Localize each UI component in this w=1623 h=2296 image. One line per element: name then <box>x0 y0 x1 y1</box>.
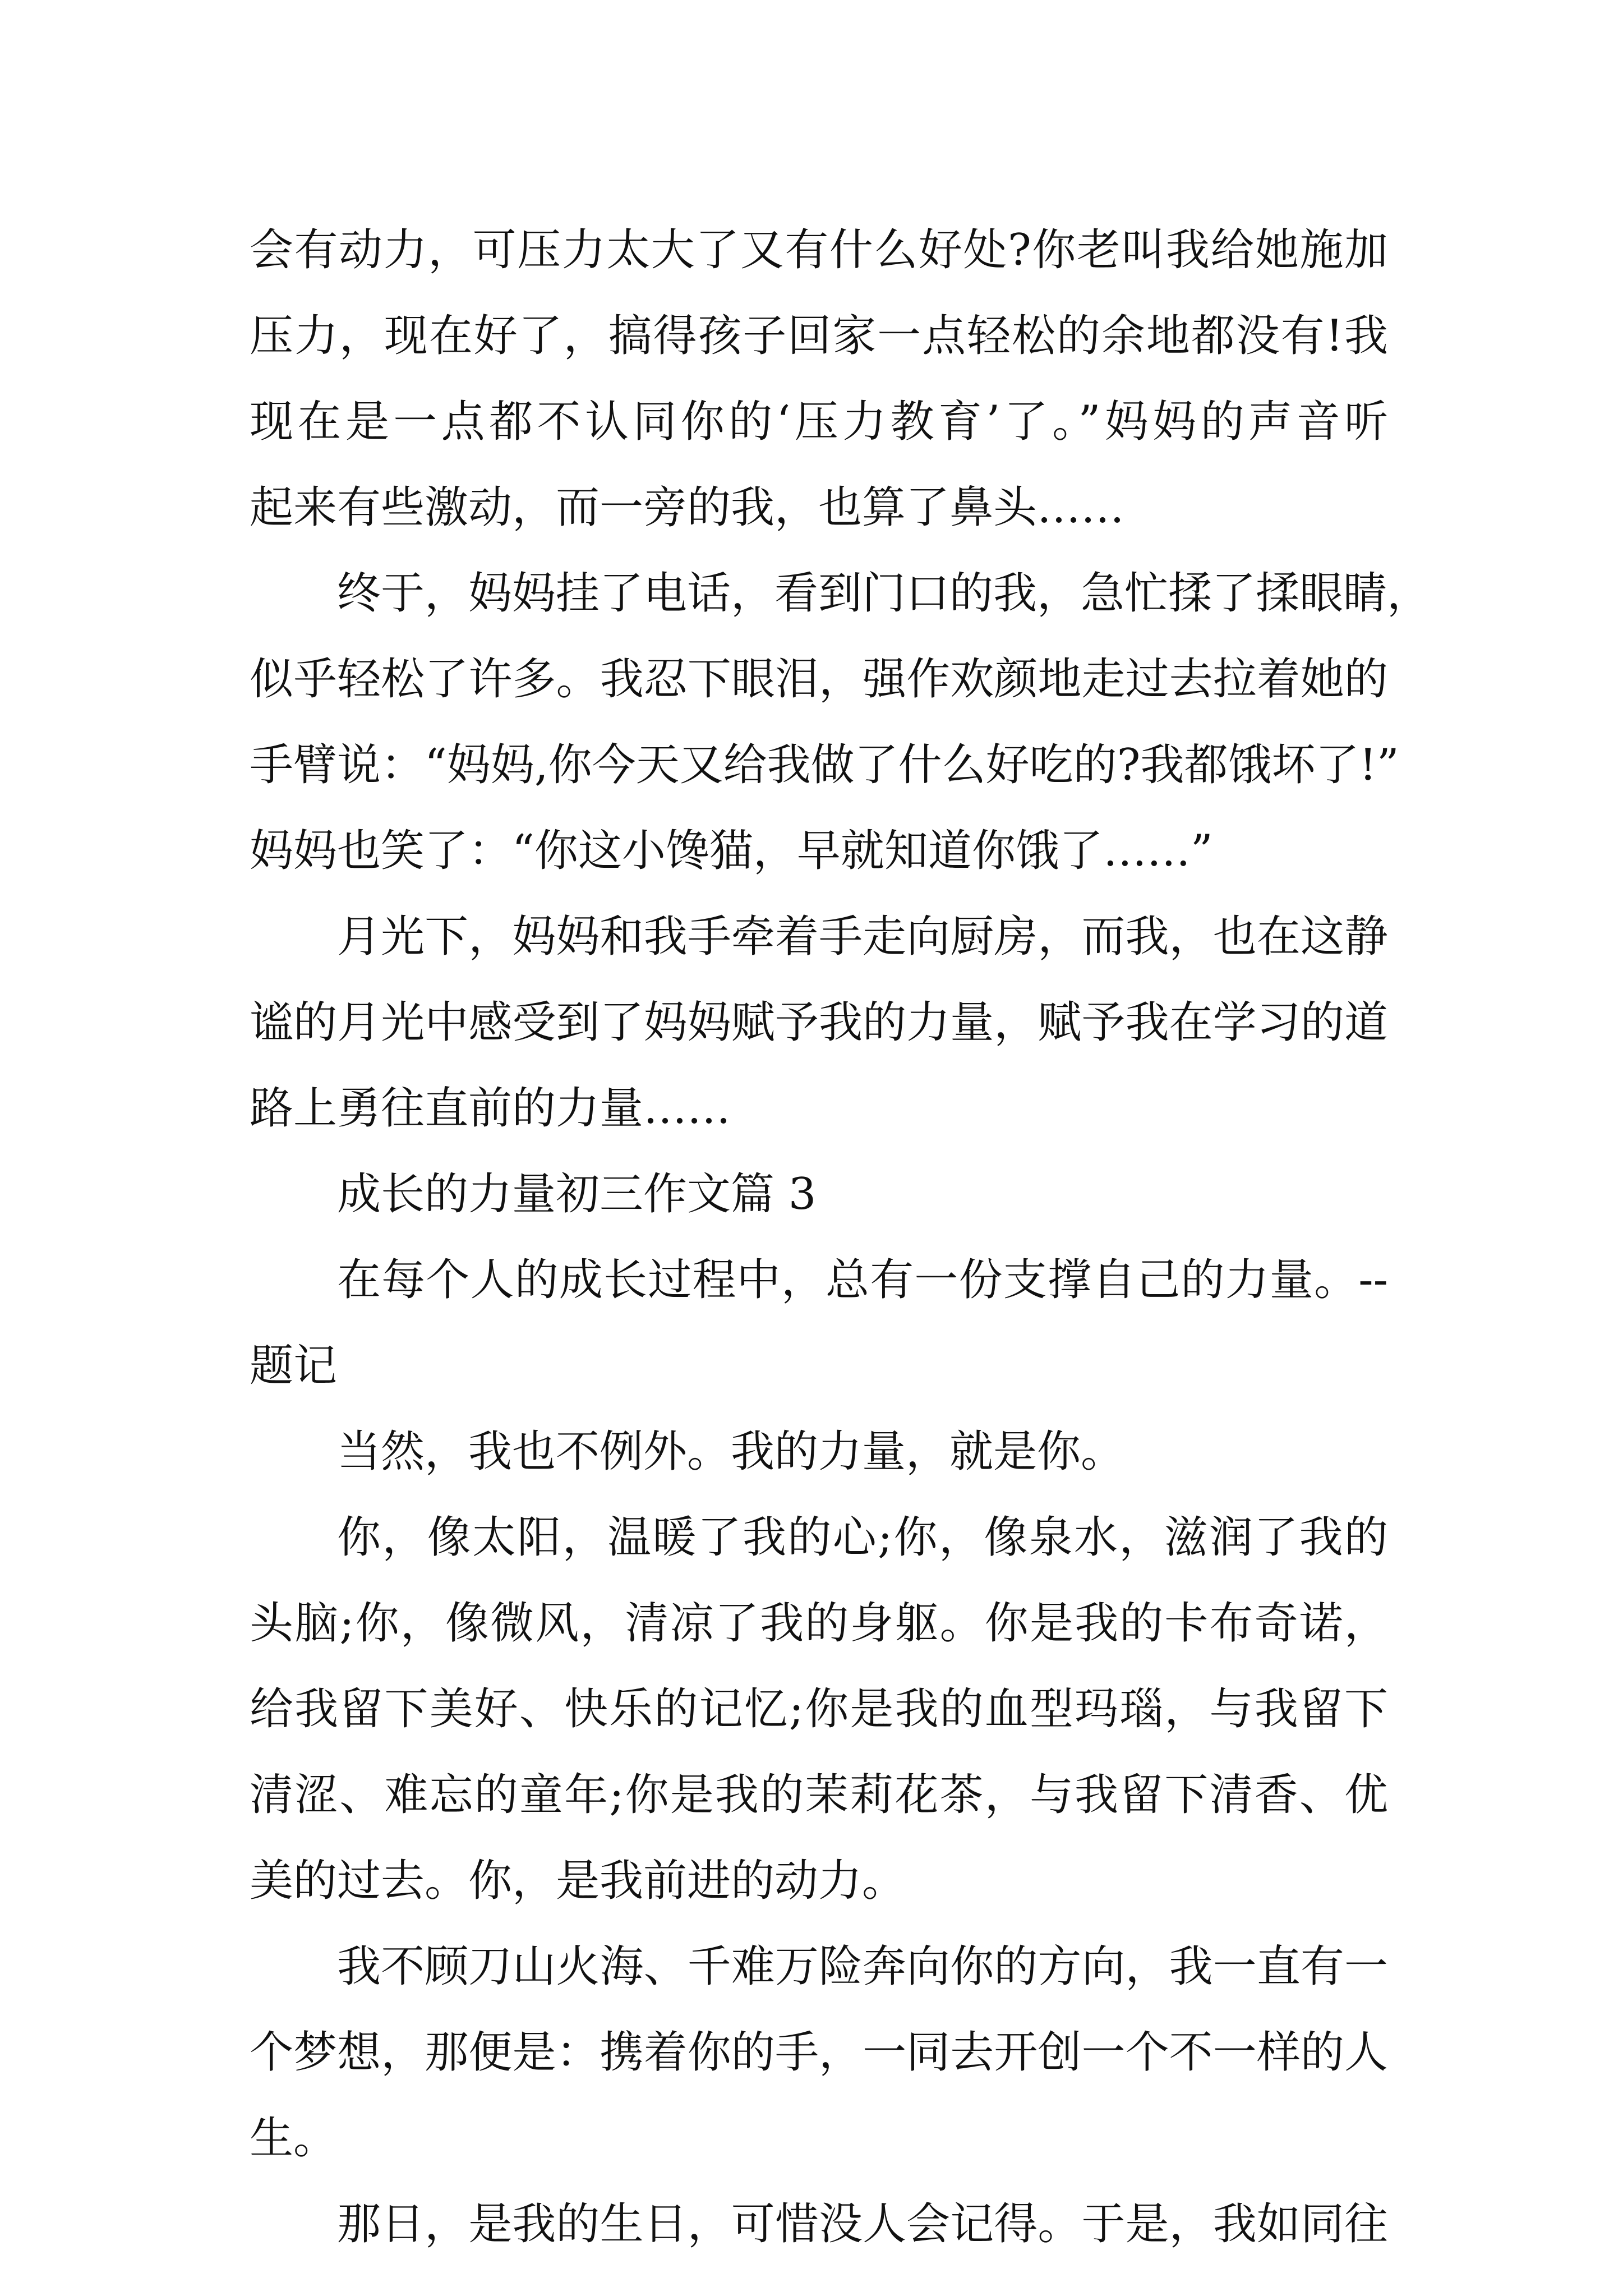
text-line: 给我留下美好、快乐的记忆;你是我的血型玛瑙，与我留下 <box>250 1684 1388 1734</box>
text-line: 终于，妈妈挂了电话，看到门口的我，急忙揉了揉眼睛， <box>337 568 1431 619</box>
text-line: 清涩、难忘的童年;你是我的茉莉花茶，与我留下清香、优 <box>250 1770 1388 1820</box>
text-line: 成长的力量初三作文篇 3 <box>337 1169 817 1220</box>
text-line: 现在是一点都不认同你的‘压力教育’了。”妈妈的声音听 <box>250 397 1388 447</box>
text-line: 那日，是我的生日，可惜没人会记得。于是，我如同往 <box>337 2199 1388 2249</box>
document-body <box>250 208 1431 2267</box>
text-line: 路上勇往直前的力量…… <box>250 1083 731 1134</box>
text-line: 在每个人的成长过程中，总有一份支撑自己的力量。-- <box>337 1255 1388 1305</box>
text-line: 个梦想，那便是：携着你的手，一同去开创一个不一样的人 <box>250 2027 1388 2078</box>
text-line: 头脑;你，像微风，清凉了我的身躯。你是我的卡布奇诺， <box>250 1598 1388 1649</box>
text-line: 你，像太阳，温暖了我的心;你，像泉水，滋润了我的 <box>337 1512 1388 1563</box>
text-line: 似乎轻松了许多。我忍下眼泪，强作欢颜地走过去拉着她的 <box>250 654 1388 705</box>
text-line: 美的过去。你，是我前进的动力。 <box>250 1856 906 1906</box>
text-line: 会有动力，可压力太大了又有什么好处?你老叫我给她施加 <box>250 225 1388 275</box>
text-line: 手臂说：“妈妈,你今天又给我做了什么好吃的?我都饿坏了!” <box>250 740 1399 790</box>
text-line: 月光下，妈妈和我手牵着手走向厨房，而我，也在这静 <box>337 912 1388 962</box>
text-line: 起来有些激动，而一旁的我，也算了鼻头…… <box>250 482 1125 533</box>
text-line: 谧的月光中感受到了妈妈赋予我的力量，赋予我在学习的道 <box>250 997 1388 1048</box>
text-line: 妈妈也笑了：“你这小馋猫，早就知道你饿了……” <box>250 826 1213 876</box>
text-line: 生。 <box>250 2113 338 2164</box>
text-line: 题记 <box>250 1341 338 1391</box>
text-line: 压力，现在好了，搞得孩子回家一点轻松的余地都没有!我 <box>250 311 1388 361</box>
text-line: 当然，我也不例外。我的力量，就是你。 <box>337 1427 1125 1477</box>
text-line: 我不顾刀山火海、千难万险奔向你的方向，我一直有一 <box>337 1941 1388 1992</box>
